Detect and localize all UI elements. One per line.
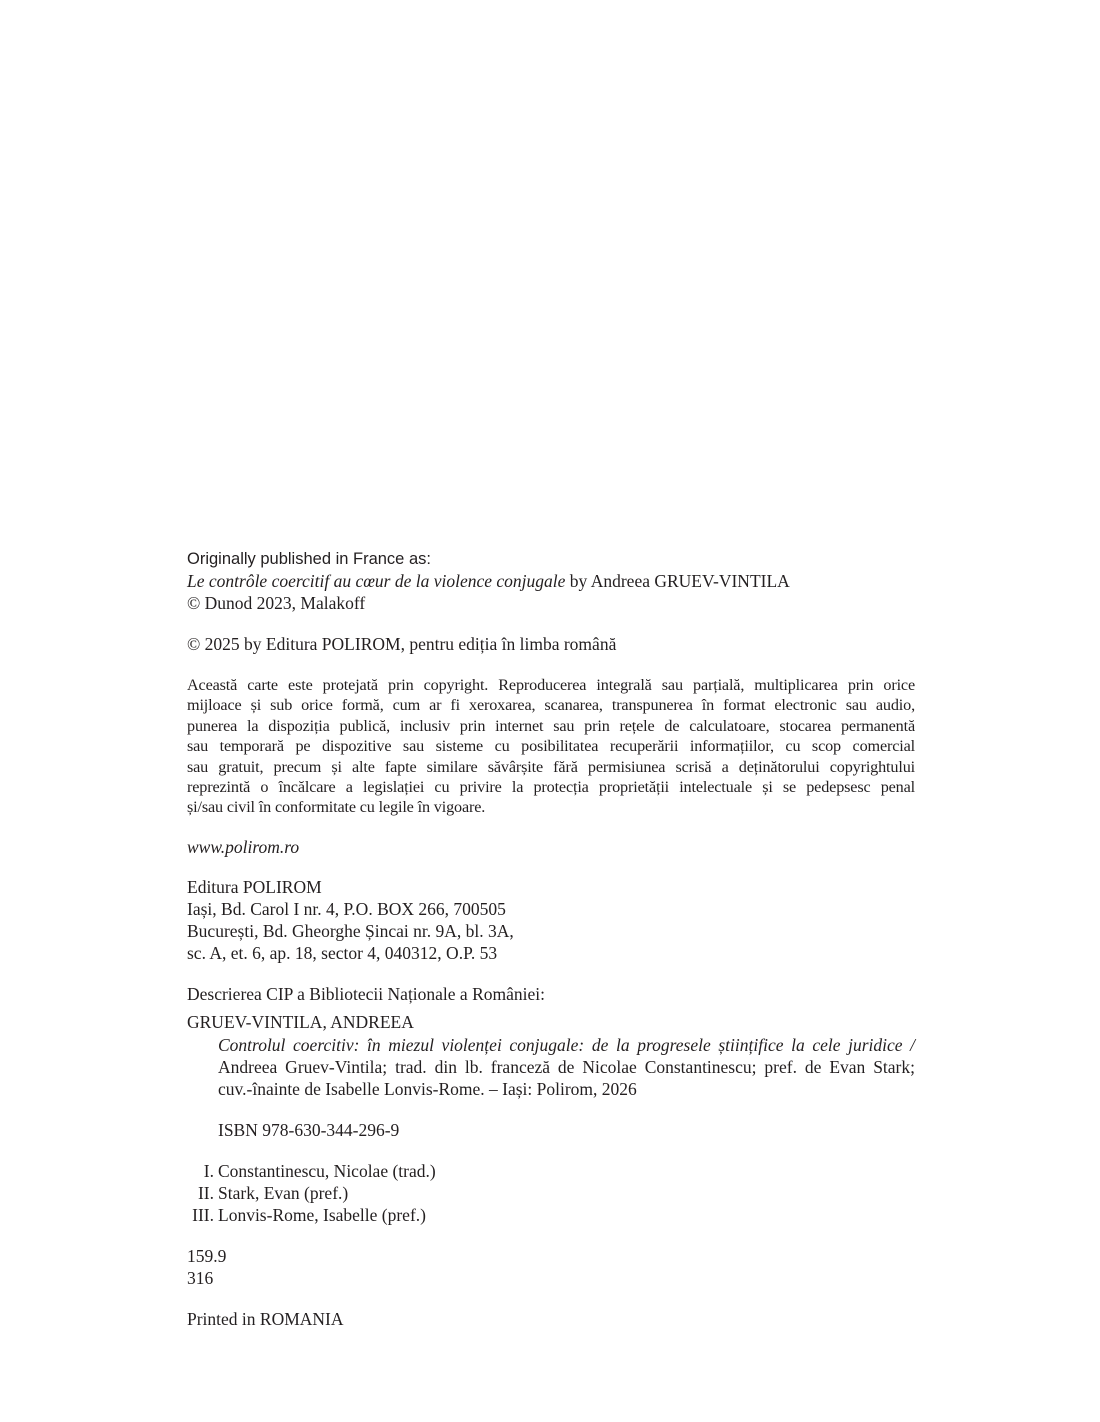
publisher-name: Editura POLIROM [187,876,322,897]
cip-description-line: Andreea Gruev-Vintila; trad. din lb. franceză de Nicolae Constantinescu; pref. de Evan Stark; [218,1056,915,1077]
imprint-page [187,548,915,1330]
legal-notice [187,675,915,818]
original-publication-intro: Originally published in France as: [187,550,431,568]
list-item-number: I. [203,1160,214,1181]
cip-description-line: cuv.-înainte de Isabelle Lonvis-Rome. – Iași: Polirom, 2026 [218,1078,637,1099]
classification-code: 316 [187,1267,214,1288]
romanian-copyright: © 2025 by Editura POLIROM, pentru ediția în limba română [187,634,617,654]
contributors-list [187,1160,915,1226]
original-copyright: © Dunod 2023, Malakoff [187,593,366,613]
legal-notice-line: mijloace și sub orice formă, cum ar fi xeroxarea, scanarea, transpunerea în format electronic sau audio, [187,696,915,715]
list-item [187,1204,915,1226]
legal-notice-line: sau temporară pe dispozitive sau sisteme cu posibilitatea recuperării informațiilor, cu scop comercial [187,737,915,756]
cip-heading: Descrierea CIP a Bibliotecii Naționale a României: [187,983,545,1004]
publisher-website: www.polirom.ro [187,836,300,857]
cip-description [218,1034,915,1100]
publisher-address [187,876,915,964]
original-publication-block [187,548,915,614]
legal-notice-line: Această carte este protejată prin copyright. Reproducerea integrală sau parțială, multiplicarea prin orice [187,676,915,694]
list-item [187,1160,915,1182]
cip-author: GRUEV-VINTILA, ANDREEA [187,1011,414,1032]
original-title-line [187,570,915,592]
list-item [187,1182,915,1204]
legal-notice-line: sau gratuit, precum și alte fapte similare săvârșite fără permisiunea scrisă a deținătorului copyrightului [187,757,915,776]
classification-code: 159.9 [187,1245,227,1266]
address-bucuresti-detail: sc. A, et. 6, ap. 18, sector 4, 040312, O.P. 53 [187,942,498,963]
list-item-number: II. [197,1182,214,1203]
address-bucuresti: București, Bd. Gheorghe Șincai nr. 9A, bl. 3A, [187,920,514,941]
list-item-name: Constantinescu, Nicolae (trad.) [218,1160,436,1181]
legal-notice-line: și/sau civil în conformitate cu legile în vigoare. [187,798,486,817]
cip-title: Controlul coercitiv: în miezul violenței conjugale: de la progresele științifice la cele juridice / [218,1034,915,1055]
original-author: by Andreea GRUEV-VINTILA [565,571,790,591]
list-item-number: III. [192,1204,214,1225]
isbn: ISBN 978-630-344-296-9 [218,1119,400,1140]
legal-notice-line: reprezintă o încălcare a legislației cu privire la protecția proprietății intelectuale și se pedepsesc penal [187,778,915,797]
address-iasi: Iași, Bd. Carol I nr. 4, P.O. BOX 266, 700505 [187,898,506,919]
classification [187,1245,915,1289]
original-title: Le contrôle coercitif au cœur de la violence conjugale [187,571,566,591]
legal-notice-line: punerea la dispoziția publică, inclusiv prin internet sau prin rețele de calculatoare, stocarea permanentă [187,716,915,735]
list-item-name: Lonvis-Rome, Isabelle (pref.) [218,1204,426,1225]
printed-in: Printed in ROMANIA [187,1308,344,1329]
list-item-name: Stark, Evan (pref.) [218,1182,349,1203]
